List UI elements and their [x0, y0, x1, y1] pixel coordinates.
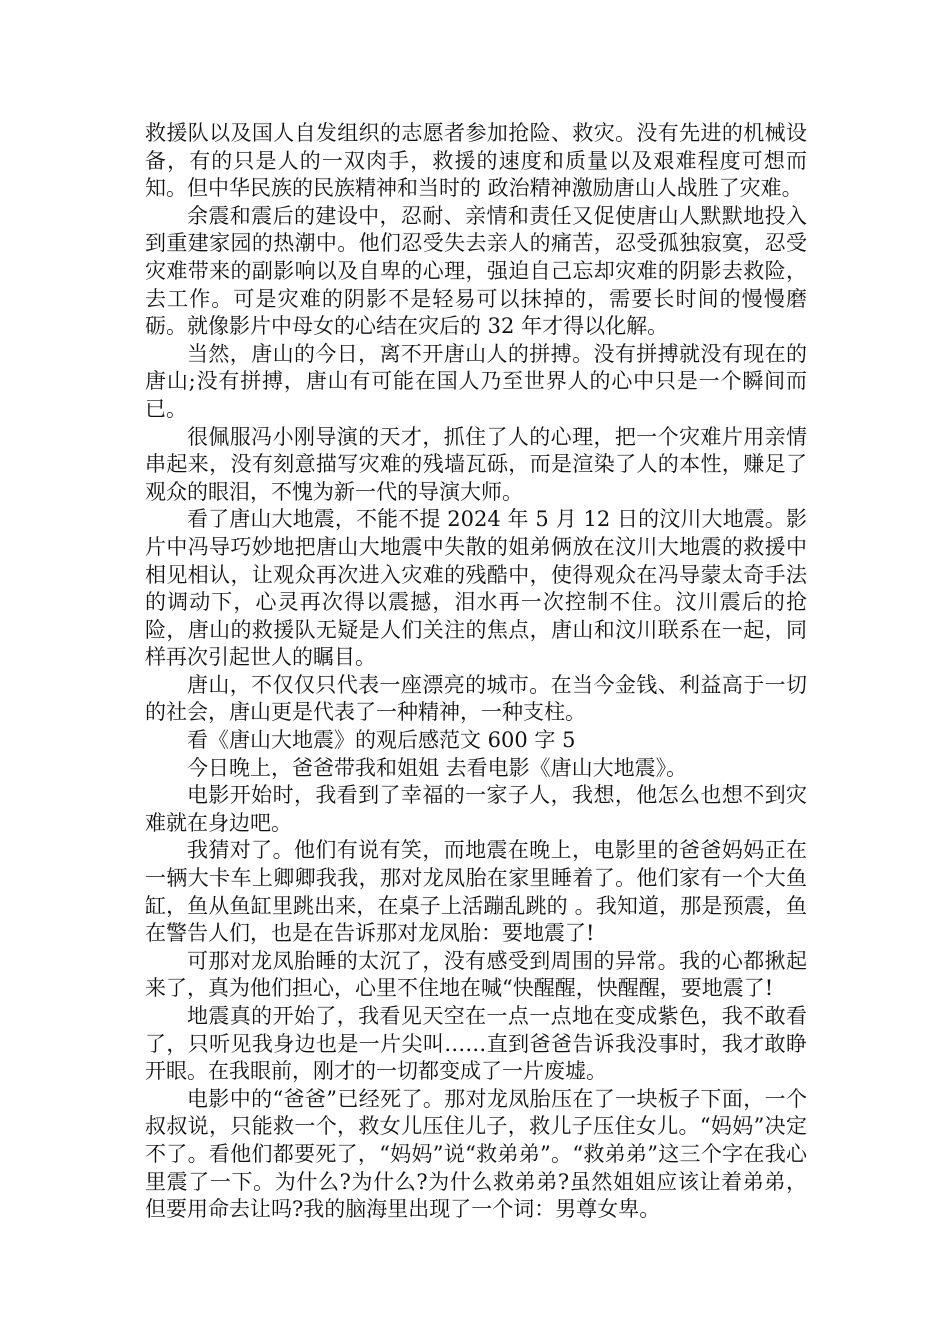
paragraph-1: 救援队以及国人自发组织的志愿者参加抢险、救灾。没有先进的机械设备，有的只是人的一双肉手，救援的速度和质量以及艰难程度可想而知。但中华民族的民族精神和当时的 政治精神激励唐山人战胜了灾难。 [145, 121, 807, 201]
paragraph-4: 很佩服冯小刚导演的天才，抓住了人的心理，把一个灾难片用亲情串起来，没有刻意描写灾难的残墙瓦砾，而是渲染了人的本性，赚足了观众的眼泪，不愧为新一代的导演大师。 [145, 424, 807, 504]
paragraph-6: 唐山，不仅仅只代表一座漂亮的城市。在当今金钱、利益高于一切的社会，唐山更是代表了一种精神，一种支柱。 [145, 672, 807, 725]
document-page [145, 120, 807, 1224]
paragraph-9: 电影开始时，我看到了幸福的一家子人，我想，他怎么也想不到灾难就在身边吧。 [145, 783, 807, 835]
paragraph-8: 今日晚上，爸爸带我和姐姐 去看电影《唐山大地震》。 [187, 755, 688, 780]
paragraph-13: 电影中的“爸爸”已经死了。那对龙凤胎压在了一块板子下面，一个叔叔说，只能救一个，救女儿压住儿子，救儿子压住女儿。“妈妈”决定不了。看他们都要死了，“妈妈”说“救弟弟”。“救弟弟”这三个字在我心里震了一下。为什么?为什么?为什么救弟弟?虽然姐姐应该让着弟弟，但要用命去让吗?我的脑海里出现了一个词：男尊女卑。 [145, 1086, 807, 1222]
paragraph-11: 可那对龙凤胎睡的太沉了，没有感受到周围的异常。我的心都揪起来了，真为他们担心，心里不住地在喊“快醒醒，快醒醒，要地震了! [145, 948, 807, 1001]
paragraph-12: 地震真的开始了，我看见天空在一点一点地在变成紫色，我不敢看了，只听见我身边也是一片尖叫……直到爸爸告诉我没事时，我才敢睁开眼。在我眼前，刚才的一切都变成了一片废墟。 [145, 1004, 807, 1084]
paragraph-3: 当然，唐山的今日，离不开唐山人的拼搏。没有拼搏就没有现在的唐山;没有拼搏，唐山有可能在国人乃至世界人的心中只是一个瞬间而已。 [145, 341, 807, 421]
essay-title-line: 看《唐山大地震》的观后感范文 600 字 5 [187, 728, 576, 753]
paragraph-2: 余震和震后的建设中，忍耐、亲情和责任又促使唐山人默默地投入到重建家园的热潮中。他们忍受失去亲人的痛苦，忍受孤独寂寞，忍受灾难带来的副影响以及自卑的心理，强迫自己忘却灾难的阴影去救险，去工作。可是灾难的阴影不是轻易可以抹掉的，需要长时间的慢慢磨砺。就像影片中母女的心结在灾后的 32 年才得以化解。 [145, 203, 807, 339]
paragraph-10: 我猜对了。他们有说有笑，而地震在晚上，电影里的爸爸妈妈正在一辆大卡车上卿卿我我，那对龙凤胎在家里睡着了。他们家有一个大鱼缸，鱼从鱼缸里跳出来，在桌子上活蹦乱跳的 。我知道，那是预震，鱼在警告人们，也是在告诉那对龙凤胎：要地震了! [145, 838, 807, 946]
paragraph-5: 看了唐山大地震，不能不提 2024 年 5 月 12 日的汶川大地震。影片中冯导巧妙地把唐山大地震中失散的姐弟俩放在汶川大地震的救援中相见相认，让观众再次进入灾难的残酷中，使得观众在冯导蒙太奇手法的调动下，心灵再次得以震撼，泪水再一次控制不住。汶川震后的抢险，唐山的救援队无疑是人们关注的焦点，唐山和汶川联系在一起，同样再次引起世人的瞩目。 [145, 507, 807, 670]
